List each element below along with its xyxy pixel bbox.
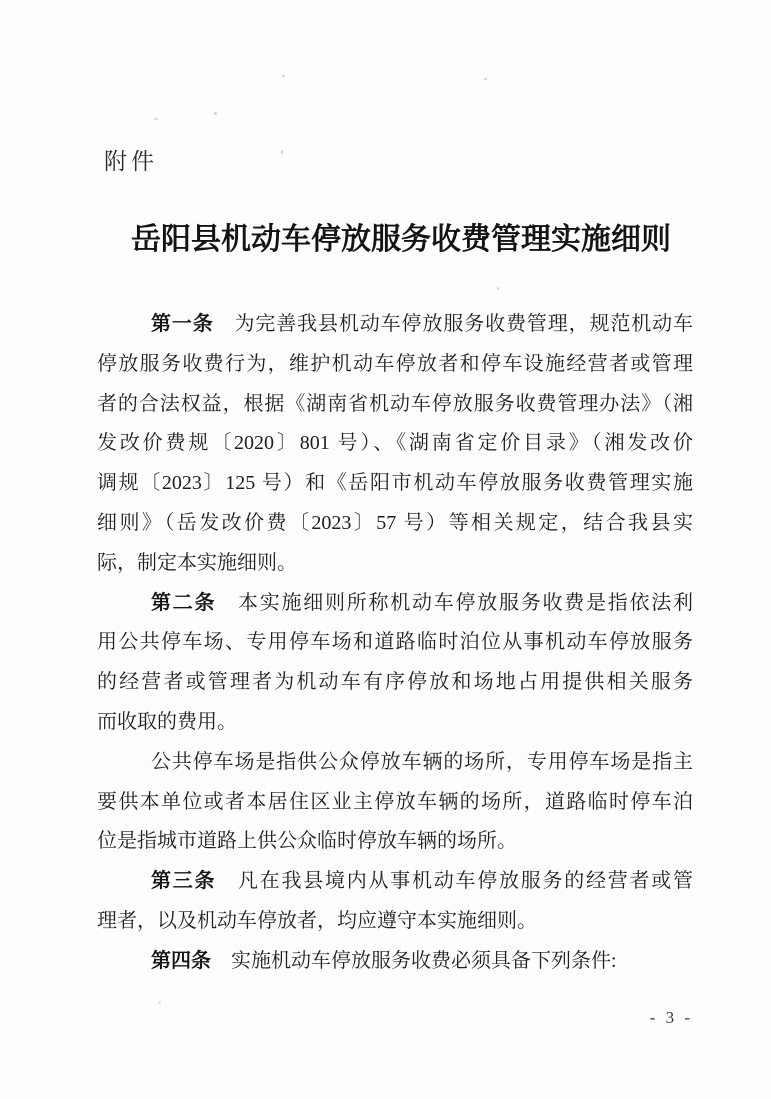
body-line: [97, 504, 693, 544]
body-line: [97, 822, 693, 862]
body-line-text: 凡在我县境内从事机动车停放服务的经营者或管: [216, 870, 693, 893]
body-line: [97, 305, 693, 345]
body-line: [97, 385, 693, 425]
body-line-text: 调规〔2023〕125 号）和《岳阳市机动车停放服务收费管理实施: [97, 472, 693, 495]
scan-speck: [280, 150, 283, 154]
body-line-text: 际，制定本实施细则。: [97, 551, 297, 574]
body-line: [97, 345, 693, 385]
article-number: 第一条: [151, 313, 214, 335]
scan-speck: [282, 74, 286, 77]
body-line: [97, 584, 693, 624]
body-line-text: 实施机动车停放服务收费必须具备下列条件:: [211, 949, 617, 972]
body-line-text: 为完善我县机动车停放服务收费管理，规范机动车: [213, 313, 693, 335]
body-line-text: 而收取的费用。: [97, 710, 237, 733]
attachment-label: 附件: [104, 148, 158, 174]
body-line: [97, 544, 693, 584]
page-number: - 3 -: [649, 1008, 693, 1027]
body-line: [97, 942, 693, 982]
body-line-text: 公共停车场是指供公众停放车辆的场所，专用停车场是指主: [151, 750, 693, 773]
body-line-text: 本实施细则所称机动车停放服务收费是指依法利: [216, 591, 693, 614]
document-title: 岳阳县机动车停放服务收费管理实施细则: [131, 223, 671, 256]
body-line: [97, 783, 693, 823]
body-line: [97, 464, 693, 504]
scan-speck: [158, 1001, 161, 1004]
article-number: 第二条: [151, 591, 217, 614]
body-line-text: 用公共停车场、专用停车场和道路临时泊位从事机动车停放服务: [97, 631, 693, 654]
scan-speck: [484, 78, 487, 80]
body-line: [97, 862, 693, 902]
document-body: [97, 305, 693, 982]
scan-speck: [154, 117, 158, 121]
article-number: 第四条: [151, 949, 211, 972]
body-line: [97, 623, 693, 663]
body-line-text: 位是指城市道路上供公众临时停放车辆的场所。: [97, 830, 517, 853]
body-line-text: 发改价费规〔2020〕801 号）、《湖南省定价目录》（湘发改价: [97, 432, 693, 455]
body-line-text: 细则》（岳发改价费〔2023〕57 号）等相关规定，结合我县实: [97, 511, 693, 534]
article-number: 第三条: [151, 870, 217, 893]
body-line-text: 的经营者或管理者为机动车有序停放和场地占用提供相关服务: [97, 671, 693, 694]
body-line: [97, 743, 693, 783]
body-line-text: 要供本单位或者本居住区业主停放车辆的场所，道路临时停车泊: [97, 790, 693, 813]
body-line: [97, 424, 693, 464]
body-line-text: 者的合法权益，根据《湖南省机动车停放服务收费管理办法》（湘: [97, 392, 693, 415]
scan-speck: [497, 287, 499, 290]
body-line: [97, 663, 693, 703]
body-line-text: 停放服务收费行为，维护机动车停放者和停车设施经营者或管理: [97, 352, 693, 375]
scan-speck: [213, 111, 217, 115]
body-line: [97, 902, 693, 942]
body-line-text: 理者，以及机动车停放者，均应遵守本实施细则。: [97, 909, 537, 932]
body-line: [97, 703, 693, 743]
